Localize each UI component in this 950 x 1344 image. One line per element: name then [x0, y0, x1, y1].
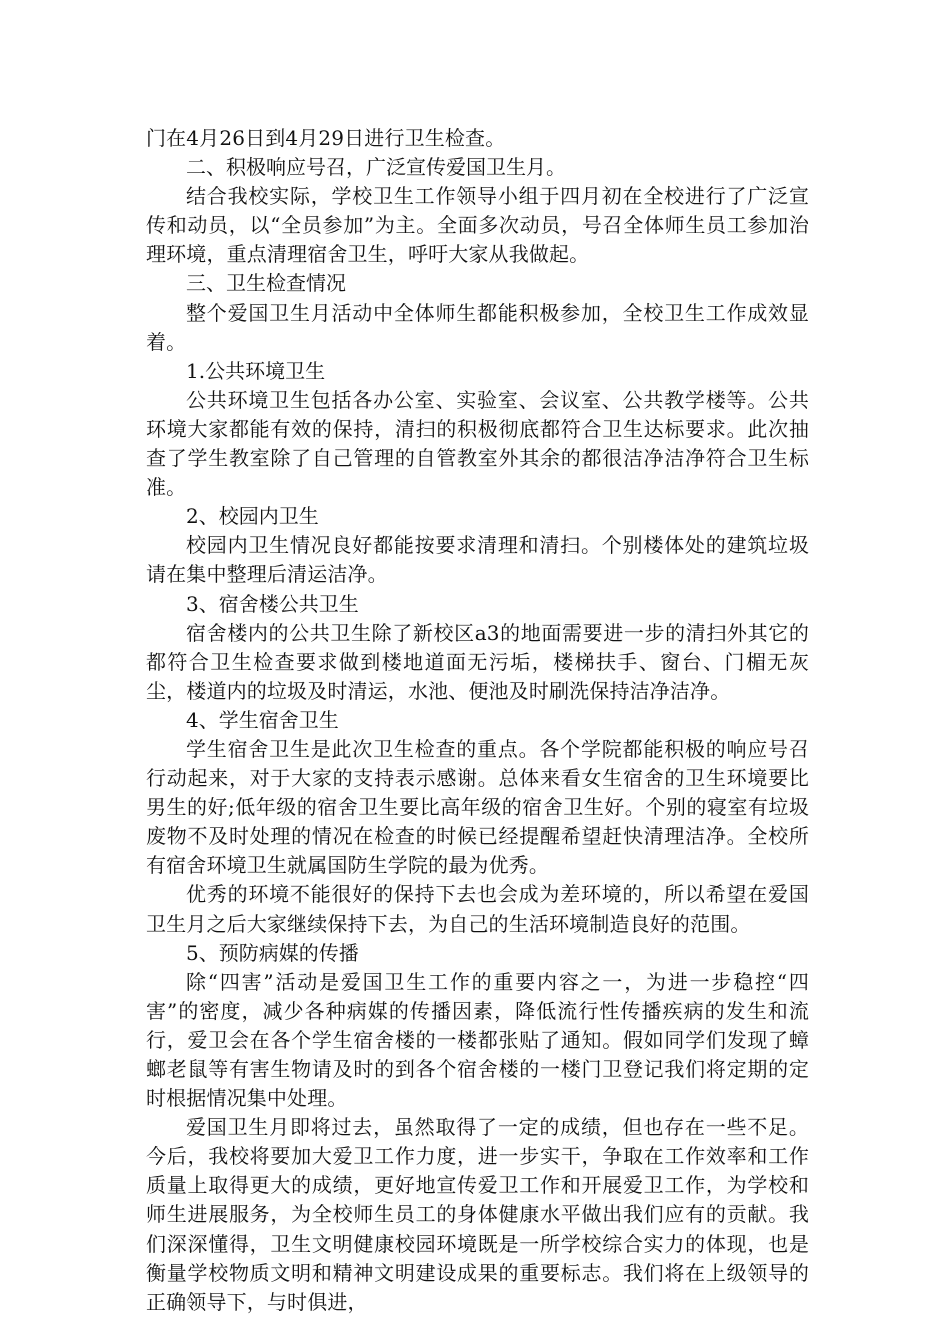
- paragraph-dorm-public: 宿舍楼内的公共卫生除了新校区a3的地面需要进一步的清扫外其它的都符合卫生检查要求做到楼地道面无污垢，楼梯扶手、窗台、门楣无灰尘，楼道内的垃圾及时清运，水池、便池及时刷洗保持洁净洁净。: [146, 620, 809, 703]
- paragraph-maintain-environment: 优秀的环境不能很好的保持下去也会成为差环境的，所以希望在爱国卫生月之后大家继续保持下去，为自己的生活环境制造良好的范围。: [146, 882, 809, 936]
- paragraph-public-environment: 公共环境卫生包括各办公室、实验室、会议室、公共教学楼等。公共环境大家都能有效的保持，清扫的积极彻底都符合卫生达标要求。此次抽查了学生教室除了自己管理的自管教室外其余的都很洁净洁净符合卫生标准。: [146, 387, 809, 500]
- paragraph-continuation: 门在4月26日到4月29日进行卫生检查。: [146, 126, 506, 150]
- subheading-student-dorm: 4、学生宿舍卫生: [186, 707, 339, 732]
- paragraph-campus: 校园内卫生情况良好都能按要求清理和清扫。个别楼体处的建筑垃圾请在集中整理后清运洁净。: [146, 533, 809, 587]
- subheading-campus: 2、校园内卫生: [186, 504, 319, 529]
- subheading-vector-prevention: 5、预防病媒的传播: [186, 940, 359, 965]
- section-heading-inspection: 三、卫生检查情况: [186, 271, 346, 296]
- subheading-dorm-public: 3、宿舍楼公共卫生: [186, 591, 359, 616]
- subheading-public-environment: 1.公共环境卫生: [186, 358, 326, 383]
- section-heading-publicity: 二、积极响应号召，广泛宣传爱国卫生月。: [186, 155, 566, 180]
- paragraph-publicity: 结合我校实际，学校卫生工作领导小组于四月初在全校进行了广泛宣传和动员，以“全员参加”为主。全面多次动员，号召全体师生员工参加治理环境，重点清理宿舍卫生，呼吁大家从我做起。: [146, 184, 809, 267]
- paragraph-student-dorm: 学生宿舍卫生是此次卫生检查的重点。各个学院都能积极的响应号召行动起来，对于大家的支持表示感谢。总体来看女生宿舍的卫生环境要比男生的好;低年级的宿舍卫生要比高年级的宿舍卫生好。个别的寝室有垃圾废物不及时处理的情况在检查的时候已经提醒希望赶快清理洁净。全校所有宿舍环境卫生就属国防生学院的最为优秀。: [146, 736, 809, 878]
- paragraph-inspection-summary: 整个爱国卫生月活动中全体师生都能积极参加，全校卫生工作成效显着。: [146, 300, 809, 354]
- document-page: [146, 124, 809, 1317]
- paragraph-conclusion: 爱国卫生月即将过去，虽然取得了一定的成绩，但也存在一些不足。今后，我校将要加大爱卫工作力度，进一步实干，争取在工作效率和工作质量上取得更大的成绩，更好地宣传爱卫工作和开展爱卫工作，为学校和师生进展服务，为全校师生员工的身体健康水平做出我们应有的贡献。我们深深懂得，卫生文明健康校园环境既是一所学校综合实力的体现，也是衡量学校物质文明和精神文明建设成果的重要标志。我们将在上级领导的正确领导下，与时俱进，: [146, 1115, 809, 1314]
- paragraph-vector-prevention: 除“四害”活动是爱国卫生工作的重要内容之一，为进一步稳控“四害”的密度，减少各种病媒的传播因素，降低流行性传播疾病的发生和流行，爱卫会在各个学生宿舍楼的一楼都张贴了通知。假如同学们发现了蟑螂老鼠等有害生物请及时的到各个宿舍楼的一楼门卫登记我们将定期的定时根据情况集中处理。: [146, 969, 809, 1111]
